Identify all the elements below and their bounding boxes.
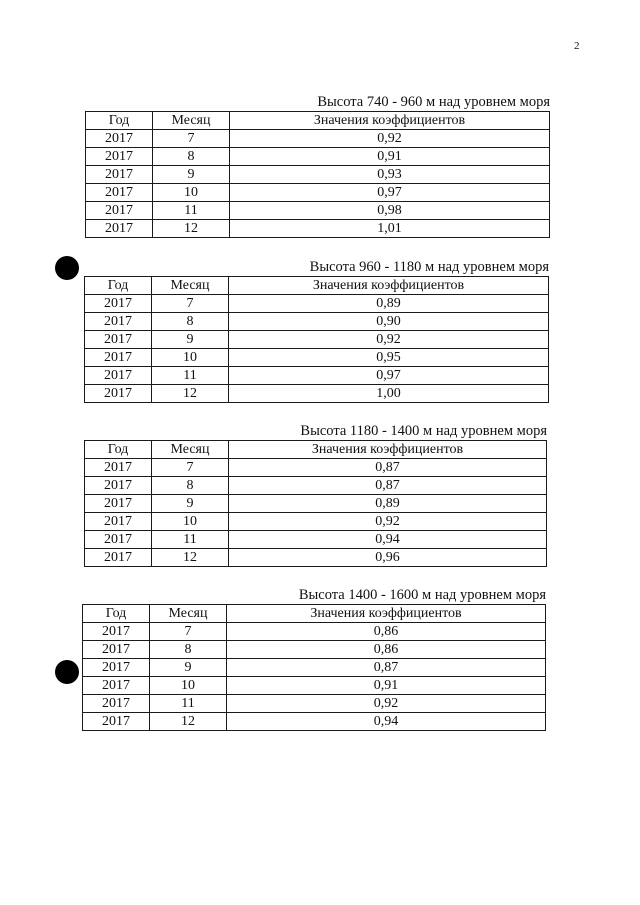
- header-year: Год: [83, 605, 150, 623]
- cell-year: 2017: [83, 695, 150, 713]
- cell-month: 7: [150, 623, 227, 641]
- cell-month: 8: [150, 641, 227, 659]
- table-row: [85, 495, 547, 513]
- table-row: [86, 166, 550, 184]
- cell-value: 0,87: [227, 659, 546, 677]
- cell-month: 12: [152, 549, 229, 567]
- table-section-960-1180: [84, 259, 549, 409]
- cell-year: 2017: [83, 659, 150, 677]
- table-row: [85, 513, 547, 531]
- cell-value: 0,94: [227, 713, 546, 731]
- cell-value: 1,00: [229, 385, 549, 403]
- cell-month: 8: [153, 148, 230, 166]
- cell-month: 7: [152, 459, 229, 477]
- table-header-row: [86, 112, 550, 130]
- cell-value: 0,86: [227, 623, 546, 641]
- table-row: [85, 531, 547, 549]
- cell-value: 0,86: [227, 641, 546, 659]
- table-row: [83, 713, 546, 731]
- header-value: Значения коэффициентов: [229, 441, 547, 459]
- header-month: Месяц: [150, 605, 227, 623]
- cell-value: 0,96: [229, 549, 547, 567]
- punch-hole: [55, 660, 79, 684]
- table-row: [86, 148, 550, 166]
- cell-value: 0,94: [229, 531, 547, 549]
- cell-month: 11: [153, 202, 230, 220]
- table-row: [86, 130, 550, 148]
- cell-value: 0,91: [227, 677, 546, 695]
- table-row: [83, 677, 546, 695]
- cell-value: 0,87: [229, 477, 547, 495]
- table-caption: Высота 1400 - 1600 м над уровнем моря: [298, 587, 546, 603]
- table-row: [85, 331, 549, 349]
- cell-month: 9: [152, 331, 229, 349]
- cell-value: 0,89: [229, 495, 547, 513]
- table-row: [85, 385, 549, 403]
- header-year: Год: [86, 112, 153, 130]
- cell-month: 9: [152, 495, 229, 513]
- table-row: [83, 623, 546, 641]
- table-header-row: [83, 605, 546, 623]
- cell-value: 1,01: [230, 220, 550, 238]
- cell-month: 11: [150, 695, 227, 713]
- cell-year: 2017: [86, 148, 153, 166]
- header-month: Месяц: [153, 112, 230, 130]
- table-row: [85, 459, 547, 477]
- table-caption: Высота 1180 - 1400 м над уровнем моря: [300, 423, 547, 439]
- table-row: [86, 202, 550, 220]
- header-value: Значения коэффициентов: [227, 605, 546, 623]
- cell-year: 2017: [85, 531, 152, 549]
- cell-value: 0,97: [230, 184, 550, 202]
- cell-year: 2017: [85, 385, 152, 403]
- cell-year: 2017: [83, 677, 150, 695]
- coefficients-table: [85, 111, 550, 238]
- table-row: [86, 220, 550, 238]
- cell-value: 0,92: [229, 513, 547, 531]
- cell-year: 2017: [85, 367, 152, 385]
- table-section-740-960: [85, 94, 550, 244]
- table-section-1180-1400: [84, 423, 547, 573]
- cell-month: 10: [150, 677, 227, 695]
- coefficients-table: [82, 604, 546, 731]
- cell-month: 12: [153, 220, 230, 238]
- table-caption: Высота 740 - 960 м над уровнем моря: [317, 94, 550, 110]
- cell-value: 0,87: [229, 459, 547, 477]
- cell-month: 12: [150, 713, 227, 731]
- cell-value: 0,91: [230, 148, 550, 166]
- table-header-row: [85, 441, 547, 459]
- cell-year: 2017: [85, 331, 152, 349]
- cell-value: 0,92: [227, 695, 546, 713]
- cell-year: 2017: [85, 295, 152, 313]
- coefficients-table: [84, 276, 549, 403]
- cell-year: 2017: [86, 220, 153, 238]
- header-value: Значения коэффициентов: [230, 112, 550, 130]
- cell-year: 2017: [86, 202, 153, 220]
- cell-value: 0,89: [229, 295, 549, 313]
- cell-year: 2017: [86, 130, 153, 148]
- cell-year: 2017: [85, 459, 152, 477]
- table-caption: Высота 960 - 1180 м над уровнем моря: [309, 259, 549, 275]
- cell-year: 2017: [86, 184, 153, 202]
- table-row: [86, 184, 550, 202]
- page-number: 2: [574, 40, 580, 52]
- cell-value: 0,90: [229, 313, 549, 331]
- cell-year: 2017: [83, 623, 150, 641]
- cell-year: 2017: [85, 495, 152, 513]
- cell-month: 8: [152, 313, 229, 331]
- cell-month: 11: [152, 367, 229, 385]
- cell-month: 10: [152, 349, 229, 367]
- cell-month: 9: [150, 659, 227, 677]
- header-month: Месяц: [152, 441, 229, 459]
- cell-value: 0,95: [229, 349, 549, 367]
- table-row: [85, 295, 549, 313]
- header-year: Год: [85, 441, 152, 459]
- table-row: [83, 641, 546, 659]
- cell-year: 2017: [83, 641, 150, 659]
- table-row: [85, 313, 549, 331]
- cell-year: 2017: [85, 313, 152, 331]
- cell-month: 9: [153, 166, 230, 184]
- table-row: [85, 349, 549, 367]
- cell-year: 2017: [85, 549, 152, 567]
- table-row: [83, 695, 546, 713]
- table-row: [85, 549, 547, 567]
- cell-value: 0,97: [229, 367, 549, 385]
- table-row: [85, 367, 549, 385]
- table-row: [83, 659, 546, 677]
- table-section-1400-1600: [82, 587, 546, 737]
- cell-month: 11: [152, 531, 229, 549]
- cell-year: 2017: [86, 166, 153, 184]
- coefficients-table: [84, 440, 547, 567]
- cell-year: 2017: [85, 349, 152, 367]
- cell-month: 10: [152, 513, 229, 531]
- cell-value: 0,92: [229, 331, 549, 349]
- table-row: [85, 477, 547, 495]
- header-year: Год: [85, 277, 152, 295]
- cell-year: 2017: [83, 713, 150, 731]
- cell-month: 10: [153, 184, 230, 202]
- cell-value: 0,93: [230, 166, 550, 184]
- cell-value: 0,98: [230, 202, 550, 220]
- cell-year: 2017: [85, 513, 152, 531]
- cell-year: 2017: [85, 477, 152, 495]
- cell-month: 7: [153, 130, 230, 148]
- cell-value: 0,92: [230, 130, 550, 148]
- punch-hole: [55, 256, 79, 280]
- header-value: Значения коэффициентов: [229, 277, 549, 295]
- table-header-row: [85, 277, 549, 295]
- cell-month: 8: [152, 477, 229, 495]
- header-month: Месяц: [152, 277, 229, 295]
- cell-month: 12: [152, 385, 229, 403]
- cell-month: 7: [152, 295, 229, 313]
